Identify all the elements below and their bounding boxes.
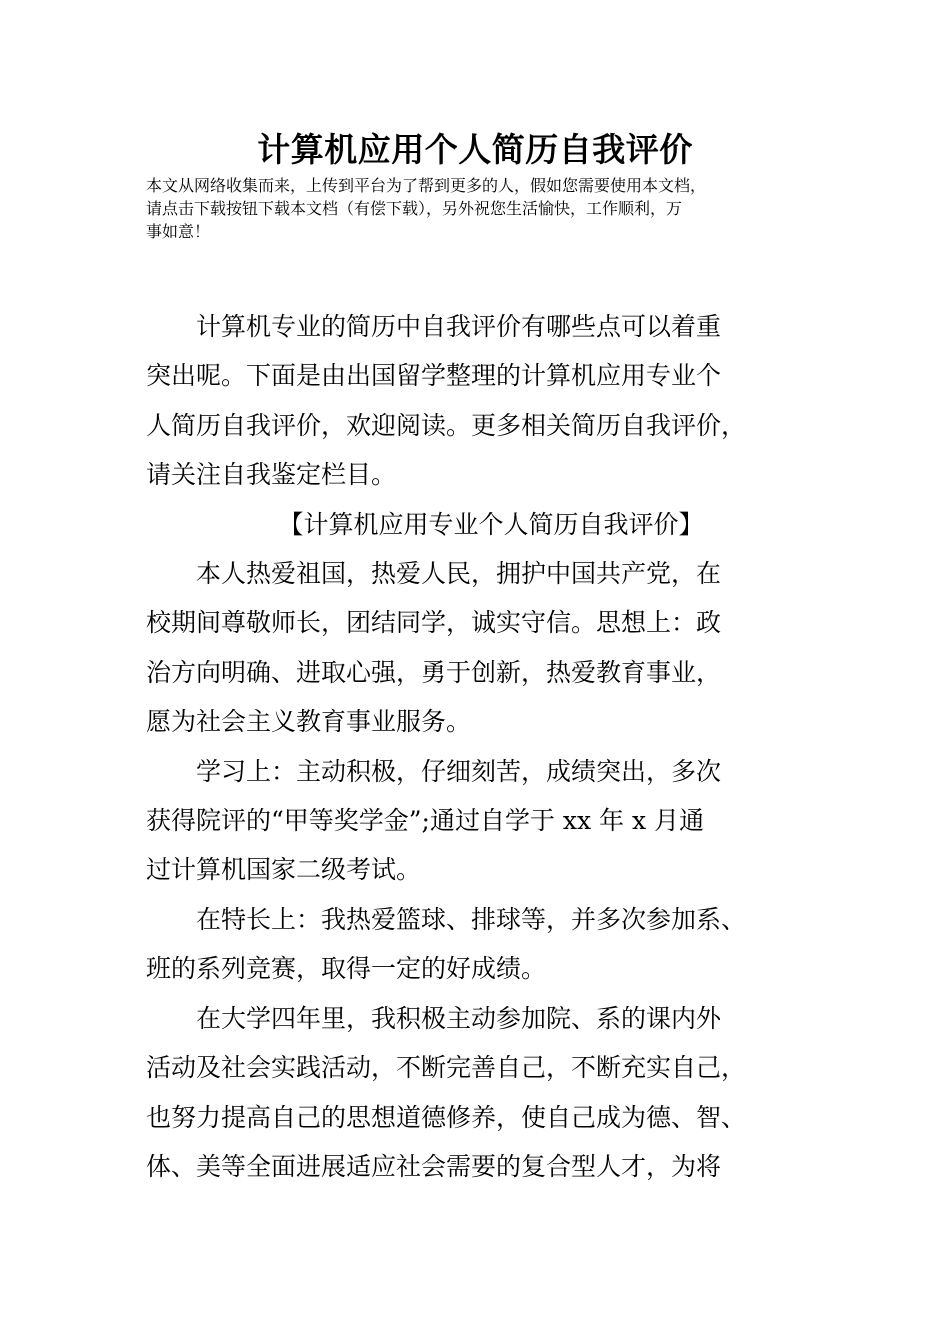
notice-line: 本文从网络收集而来，上传到平台为了帮到更多的人，假如您需要使用本文档， xyxy=(146,176,707,195)
body-line: 活动及社会实践活动，不断完善自己，不断充实自己， xyxy=(146,1053,747,1083)
body-line: 在特长上：我热爱篮球、排球等，并多次参加系、 xyxy=(146,904,747,934)
document-title: 计算机应用个人简历自我评价 xyxy=(257,130,693,169)
body-line: 体、美等全面进展适应社会需要的复合型人才，为将 xyxy=(146,1151,722,1181)
notice-line: 事如意！ xyxy=(146,222,211,241)
body-line: 本人热爱祖国，热爱人民，拥护中国共产党，在 xyxy=(146,559,722,589)
notice-line: 请点击下载按钮下载本文档（有偿下载），另外祝您生活愉快，工作顺利，万 xyxy=(146,199,683,218)
body-line: 获得院评的“甲等奖学金”;通过自学于 xx 年 x 月通 xyxy=(146,806,705,836)
body-line: 也努力提高自己的思想道德修养，使自己成为德、智、 xyxy=(146,1102,747,1132)
body-line: 治方向明确、进取心强，勇于创新，热爱教育事业， xyxy=(146,657,722,687)
body-line: 突出呢。下面是由出国留学整理的计算机应用专业个 xyxy=(146,361,722,391)
body-line: 计算机专业的简历中自我评价有哪些点可以着重 xyxy=(146,312,722,341)
body-line: 过计算机国家二级考试。 xyxy=(146,855,422,885)
body-line: 学习上：主动积极，仔细刻苦，成绩突出，多次 xyxy=(146,756,722,786)
body-line: 人简历自我评价，欢迎阅读。更多相关简历自我评价， xyxy=(146,410,747,440)
body-line: 请关注自我鉴定栏目。 xyxy=(146,460,397,490)
body-line: 校期间尊敬师长，团结同学，诚实守信。思想上：政 xyxy=(146,608,722,638)
body-line: 在大学四年里，我积极主动参加院、系的课内外 xyxy=(146,1003,722,1033)
section-heading: 【计算机应用专业个人简历自我评价】 xyxy=(278,509,704,539)
download-notice xyxy=(146,174,826,243)
article-body xyxy=(146,302,836,1191)
body-line: 愿为社会主义教育事业服务。 xyxy=(146,707,472,737)
body-line: 班的系列竞赛，取得一定的好成绩。 xyxy=(146,954,547,984)
